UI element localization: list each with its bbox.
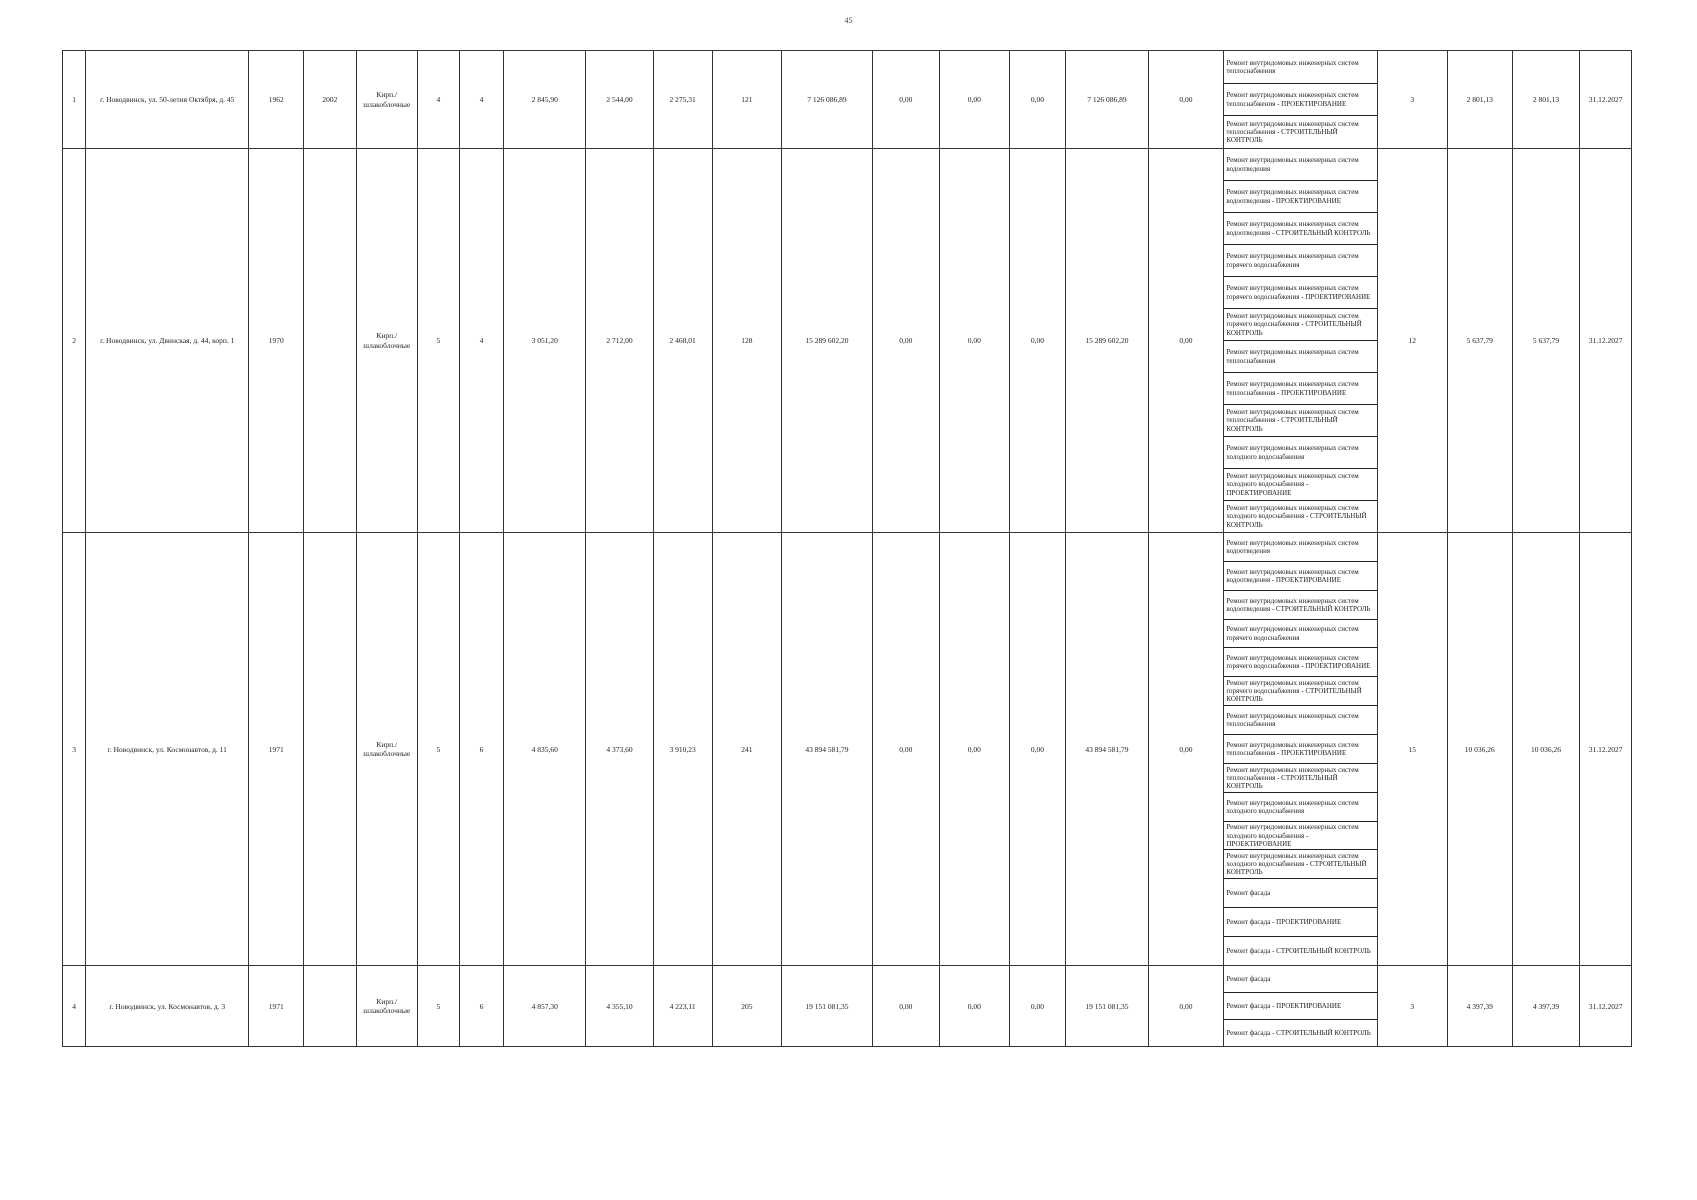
work-item: Ремонт внутридомовых инженерных систем холодного водоснабжения <box>1224 437 1377 469</box>
wall-material-cell: Кирп./ шлакоблочные <box>356 149 417 533</box>
works-list-cell <box>1224 51 1378 149</box>
work-item: Ремонт фасада - ПРОЕКТИРОВАНИЕ <box>1224 993 1377 1020</box>
floors-cell: 5 <box>417 149 459 533</box>
cost-total-cell: 7 126 086,89 <box>782 51 873 149</box>
unit-cost-max-cell: 4 397,39 <box>1512 966 1579 1047</box>
work-item: Ремонт внутридомовых инженерных систем водоотведения - СТРОИТЕЛЬНЫЙ КОНТРОЛЬ <box>1224 591 1377 620</box>
page-number: 45 <box>844 16 853 25</box>
work-item: Ремонт внутридомовых инженерных систем горячего водоснабжения <box>1224 245 1377 277</box>
work-item: Ремонт внутридомовых инженерных систем горячего водоснабжения - СТРОИТЕЛЬНЫЙ КОНТРОЛЬ <box>1224 677 1377 706</box>
work-item: Ремонт внутридомовых инженерных систем холодного водоснабжения - СТРОИТЕЛЬНЫЙ КОНТРОЛЬ <box>1226 504 1367 529</box>
work-item: Ремонт внутридомовых инженерных систем теплоснабжения - ПРОЕКТИРОВАНИЕ <box>1224 735 1377 764</box>
address-cell: г. Новодвинск, ул. 50-летия Октября, д. 45 <box>86 51 249 149</box>
table-row <box>63 533 1632 966</box>
area-owned-cell: 3 910,23 <box>653 533 712 966</box>
work-item: Ремонт внутридомовых инженерных систем теплоснабжения <box>1224 51 1377 84</box>
work-item: Ремонт внутридомовых инженерных систем водоотведения <box>1224 533 1377 562</box>
works-count-cell: 3 <box>1378 51 1447 149</box>
entrances-cell: 4 <box>459 51 503 149</box>
work-item: Ремонт внутридомовых инженерных систем теплоснабжения - СТРОИТЕЛЬНЫЙ КОНТРОЛЬ <box>1226 120 1359 145</box>
work-item: Ремонт внутридомовых инженерных систем горячего водоснабжения - ПРОЕКТИРОВАНИЕ <box>1224 648 1377 677</box>
works-count-cell: 12 <box>1378 149 1447 533</box>
deadline-cell: 31.12.2027 <box>1580 149 1632 533</box>
wall-material-cell: Кирп./ шлакоблочные <box>356 533 417 966</box>
area-owned-cell: 2 275,31 <box>653 51 712 149</box>
reconstruction-cell <box>304 149 357 533</box>
unit-cost-max-cell: 10 036,26 <box>1512 533 1579 966</box>
residents-cell: 121 <box>712 51 781 149</box>
work-item: Ремонт фасада <box>1224 879 1377 908</box>
work-item: Ремонт фасада - СТРОИТЕЛЬНЫЙ КОНТРОЛЬ <box>1226 1028 1371 1037</box>
work-item: Ремонт внутридомовых инженерных систем водоотведения <box>1224 149 1377 181</box>
work-item: Ремонт внутридомовых инженерных систем теплоснабжения - СТРОИТЕЛЬНЫЙ КОНТРОЛЬ <box>1224 405 1377 437</box>
fund-federal-cell: 0,00 <box>872 149 939 533</box>
unit-cost-cell: 5 637,79 <box>1447 149 1512 533</box>
unit-cost-cell: 2 801,13 <box>1447 51 1512 149</box>
unit-cost-cell: 4 397,39 <box>1447 966 1512 1047</box>
year-cell: 1970 <box>249 149 304 533</box>
table-row <box>63 966 1632 1047</box>
work-item: Ремонт внутридомовых инженерных систем холодного водоснабжения <box>1224 793 1377 822</box>
fund-owners-cell: 19 151 081,35 <box>1066 966 1148 1047</box>
work-item: Ремонт внутридомовых инженерных систем холодного водоснабжения - ПРОЕКТИРОВАНИЕ <box>1224 822 1377 851</box>
entrances-cell: 4 <box>459 149 503 533</box>
row-number: 2 <box>63 149 86 533</box>
deadline-cell: 31.12.2027 <box>1580 533 1632 966</box>
deadline-cell: 31.12.2027 <box>1580 51 1632 149</box>
fund-regional-cell: 0,00 <box>940 966 1009 1047</box>
fund-regional-cell: 0,00 <box>940 51 1009 149</box>
capital-repair-table <box>62 50 1632 1047</box>
reconstruction-cell <box>304 533 357 966</box>
unit-cost-max-cell: 5 637,79 <box>1512 149 1579 533</box>
area-owned-cell: 4 223,11 <box>653 966 712 1047</box>
wall-material-cell: Кирп./ шлакоблочные <box>356 966 417 1047</box>
address-cell: г. Новодвинск, ул. Космонавтов, д. 11 <box>86 533 249 966</box>
fund-owners-cell: 7 126 086,89 <box>1066 51 1148 149</box>
fund-federal-cell: 0,00 <box>872 533 939 966</box>
work-item: Ремонт внутридомовых инженерных систем теплоснабжения <box>1224 706 1377 735</box>
fund-local-cell: 0,00 <box>1009 966 1066 1047</box>
work-item: Ремонт внутридомовых инженерных систем водоотведения - ПРОЕКТИРОВАНИЕ <box>1224 181 1377 213</box>
row-number: 4 <box>63 966 86 1047</box>
work-item: Ремонт фасада - ПРОЕКТИРОВАНИЕ <box>1224 908 1377 937</box>
area-owned-cell: 2 468,01 <box>653 149 712 533</box>
area-total-cell: 4 857,30 <box>504 966 586 1047</box>
unit-cost-cell: 10 036,26 <box>1447 533 1512 966</box>
work-item: Ремонт фасада - СТРОИТЕЛЬНЫЙ КОНТРОЛЬ <box>1226 946 1371 955</box>
works-list-cell <box>1224 149 1378 533</box>
row-number: 1 <box>63 51 86 149</box>
works-list-cell <box>1224 533 1378 966</box>
reconstruction-cell: 2002 <box>304 51 357 149</box>
area-living-cell: 2 544,00 <box>586 51 653 149</box>
fund-federal-cell: 0,00 <box>872 966 939 1047</box>
work-item: Ремонт внутридомовых инженерных систем горячего водоснабжения - ПРОЕКТИРОВАНИЕ <box>1224 277 1377 309</box>
works-count-cell: 15 <box>1378 533 1447 966</box>
work-item: Ремонт внутридомовых инженерных систем холодного водоснабжения - СТРОИТЕЛЬНЫЙ КОНТРОЛЬ <box>1224 850 1377 879</box>
works-list-cell <box>1224 966 1378 1047</box>
fund-local-cell: 0,00 <box>1009 51 1066 149</box>
cost-total-cell: 19 151 081,35 <box>782 966 873 1047</box>
fund-other-cell: 0,00 <box>1148 533 1224 966</box>
year-cell: 1971 <box>249 966 304 1047</box>
unit-cost-max-cell: 2 801,13 <box>1512 51 1579 149</box>
area-living-cell: 4 355,10 <box>586 966 653 1047</box>
fund-regional-cell: 0,00 <box>940 149 1009 533</box>
cost-total-cell: 15 289 602,20 <box>782 149 873 533</box>
works-count-cell: 3 <box>1378 966 1447 1047</box>
table-row <box>63 51 1632 149</box>
work-item: Ремонт внутридомовых инженерных систем холодного водоснабжения - ПРОЕКТИРОВАНИЕ <box>1224 469 1377 501</box>
fund-owners-cell: 43 894 581,79 <box>1066 533 1148 966</box>
work-item: Ремонт внутридомовых инженерных систем горячего водоснабжения - СТРОИТЕЛЬНЫЙ КОНТРОЛЬ <box>1224 309 1377 341</box>
address-cell: г. Новодвинск, ул. Космонавтов, д. 3 <box>86 966 249 1047</box>
fund-regional-cell: 0,00 <box>940 533 1009 966</box>
address-cell: г. Новодвинск, ул. Двинская, д. 44, корп. 1 <box>86 149 249 533</box>
deadline-cell: 31.12.2027 <box>1580 966 1632 1047</box>
work-item: Ремонт внутридомовых инженерных систем теплоснабжения - СТРОИТЕЛЬНЫЙ КОНТРОЛЬ <box>1224 764 1377 793</box>
floors-cell: 5 <box>417 533 459 966</box>
fund-other-cell: 0,00 <box>1148 51 1224 149</box>
area-living-cell: 4 373,60 <box>586 533 653 966</box>
fund-local-cell: 0,00 <box>1009 533 1066 966</box>
year-cell: 1962 <box>249 51 304 149</box>
floors-cell: 4 <box>417 51 459 149</box>
work-item: Ремонт внутридомовых инженерных систем водоотведения - ПРОЕКТИРОВАНИЕ <box>1224 562 1377 591</box>
work-item: Ремонт внутридомовых инженерных систем теплоснабжения <box>1224 341 1377 373</box>
work-item: Ремонт фасада <box>1224 966 1377 993</box>
entrances-cell: 6 <box>459 533 503 966</box>
area-living-cell: 2 712,00 <box>586 149 653 533</box>
entrances-cell: 6 <box>459 966 503 1047</box>
table-row <box>63 149 1632 533</box>
fund-federal-cell: 0,00 <box>872 51 939 149</box>
floors-cell: 5 <box>417 966 459 1047</box>
fund-local-cell: 0,00 <box>1009 149 1066 533</box>
residents-cell: 128 <box>712 149 781 533</box>
residents-cell: 241 <box>712 533 781 966</box>
cost-total-cell: 43 894 581,79 <box>782 533 873 966</box>
work-item: Ремонт внутридомовых инженерных систем теплоснабжения - ПРОЕКТИРОВАНИЕ <box>1224 373 1377 405</box>
work-item: Ремонт внутридомовых инженерных систем горячего водоснабжения <box>1224 620 1377 649</box>
fund-owners-cell: 15 289 602,20 <box>1066 149 1148 533</box>
fund-other-cell: 0,00 <box>1148 966 1224 1047</box>
row-number: 3 <box>63 533 86 966</box>
reconstruction-cell <box>304 966 357 1047</box>
wall-material-cell: Кирп./ шлакоблочные <box>356 51 417 149</box>
work-item: Ремонт внутридомовых инженерных систем водоотведения - СТРОИТЕЛЬНЫЙ КОНТРОЛЬ <box>1224 213 1377 245</box>
area-total-cell: 4 835,60 <box>504 533 586 966</box>
year-cell: 1971 <box>249 533 304 966</box>
work-item: Ремонт внутридомовых инженерных систем теплоснабжения - ПРОЕКТИРОВАНИЕ <box>1224 84 1377 117</box>
area-total-cell: 2 845,90 <box>504 51 586 149</box>
area-total-cell: 3 051,20 <box>504 149 586 533</box>
fund-other-cell: 0,00 <box>1148 149 1224 533</box>
residents-cell: 205 <box>712 966 781 1047</box>
